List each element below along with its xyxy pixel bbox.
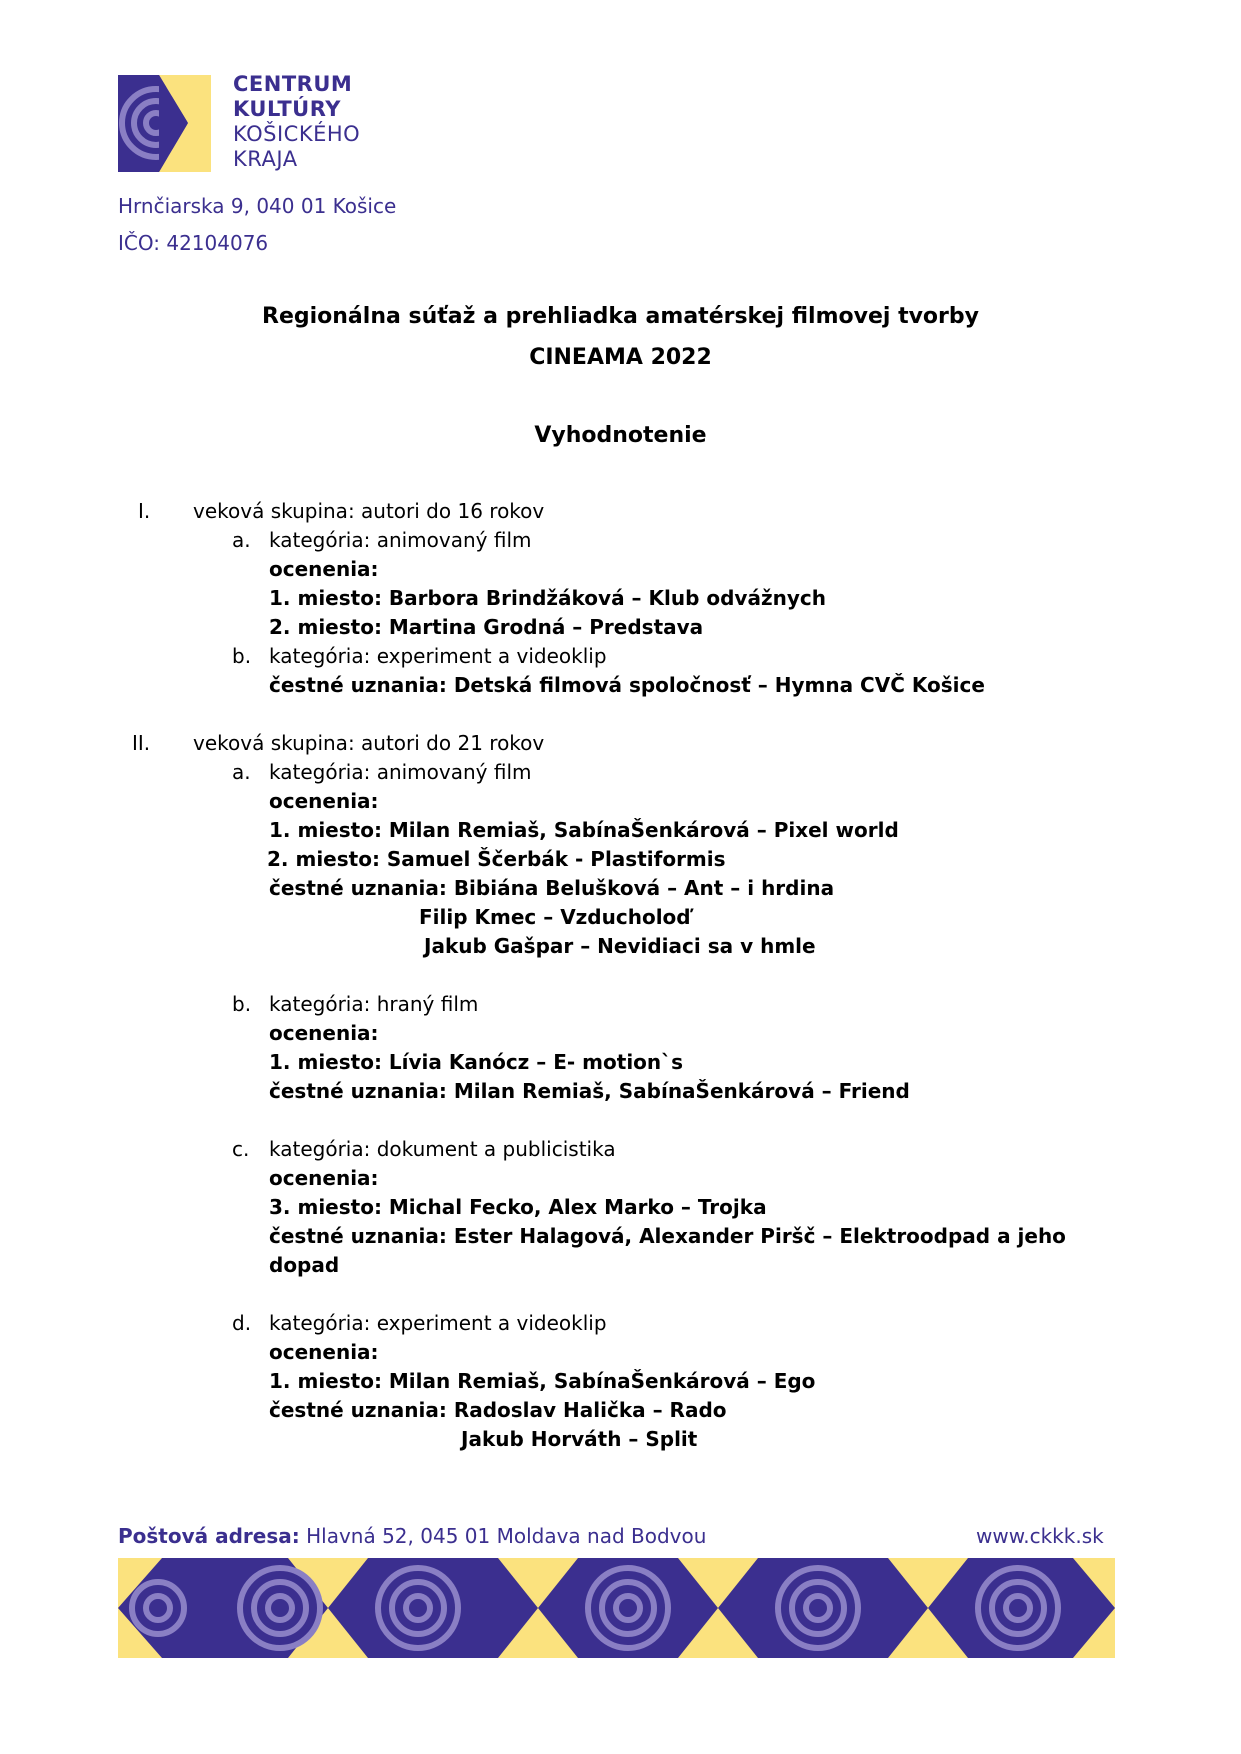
- result-line: 1. miesto: Milan Remiaš, SabínaŠenkárová – Ego: [269, 1369, 816, 1393]
- result-line: Filip Kmec – Vzducholoď: [419, 905, 691, 929]
- logo-line-1: CENTRUM: [233, 72, 353, 96]
- logo-text: [233, 72, 360, 172]
- result-line: ocenenia:: [269, 1021, 379, 1045]
- result-line: čestné uznania: Radoslav Halička – Rado: [269, 1398, 727, 1422]
- logo-line-2: KULTÚRY: [233, 97, 341, 121]
- result-line: Jakub Gašpar – Nevidiaci sa v hmle: [424, 934, 816, 958]
- result-line: čestné uznania: Bibiána Belušková – Ant – i hrdina: [269, 876, 835, 900]
- result-line: Jakub Horváth – Split: [461, 1427, 698, 1451]
- group-numeral: II.: [132, 731, 151, 755]
- result-line: ocenenia:: [269, 557, 379, 581]
- category-label: kategória: hraný film: [269, 992, 479, 1016]
- website-link[interactable]: www.ckkk.sk: [976, 1524, 1104, 1548]
- group-label: veková skupina: autori do 21 rokov: [193, 731, 545, 755]
- category-letter: a.: [232, 528, 251, 552]
- doc-title: Regionálna súťaž a prehliadka amatérskej filmovej tvorby: [262, 304, 979, 329]
- org-ico: IČO: 42104076: [118, 231, 269, 255]
- logo-line-3: KOŠICKÉHO: [233, 122, 361, 146]
- postal-address-value: Hlavná 52, 045 01 Moldava nad Bodvou: [299, 1524, 707, 1548]
- category-letter: b.: [232, 644, 252, 668]
- category-label: kategória: animovaný film: [269, 528, 532, 552]
- result-line: 1. miesto: Lívia Kanócz – E- motion`s: [269, 1050, 684, 1074]
- result-line: 2. miesto: Samuel Ščerbák - Plastiformis: [267, 847, 726, 871]
- logo-line-4: KRAJA: [233, 147, 298, 171]
- category-label: kategória: experiment a videoklip: [269, 1311, 607, 1335]
- category-letter: b.: [232, 992, 252, 1016]
- postal-address-label: Poštová adresa:: [118, 1524, 300, 1548]
- result-line: 1. miesto: Milan Remiaš, SabínaŠenkárová – Pixel world: [269, 818, 899, 842]
- result-line: ocenenia:: [269, 1166, 379, 1190]
- org-address: Hrnčiarska 9, 040 01 Košice: [118, 194, 397, 218]
- result-line: 2. miesto: Martina Grodná – Predstava: [269, 615, 704, 639]
- result-line: ocenenia:: [269, 1340, 379, 1364]
- result-line: čestné uznania: Detská filmová spoločnosť – Hymna CVČ Košice: [269, 673, 985, 697]
- logo-mark: [118, 75, 211, 172]
- category-label: kategória: dokument a publicistika: [269, 1137, 616, 1161]
- postal-address: [118, 1524, 706, 1548]
- group-numeral: I.: [138, 499, 151, 523]
- category-label: kategória: experiment a videoklip: [269, 644, 607, 668]
- result-line: čestné uznania: Ester Halagová, Alexander Piršč – Elektroodpad a jeho: [269, 1224, 1066, 1248]
- result-line: ocenenia:: [269, 789, 379, 813]
- decorative-band: [118, 1558, 1115, 1658]
- result-line: čestné uznania: Milan Remiaš, SabínaŠenkárová – Friend: [269, 1079, 910, 1103]
- doc-heading: Vyhodnotenie: [534, 423, 707, 448]
- doc-subtitle: CINEAMA 2022: [529, 345, 712, 370]
- category-letter: a.: [232, 760, 251, 784]
- category-label: kategória: animovaný film: [269, 760, 532, 784]
- group-label: veková skupina: autori do 16 rokov: [193, 499, 545, 523]
- result-line: 1. miesto: Barbora Brindžáková – Klub odvážnych: [269, 586, 826, 610]
- result-line: 3. miesto: Michal Fecko, Alex Marko – Trojka: [269, 1195, 767, 1219]
- result-line: dopad: [269, 1253, 340, 1277]
- category-letter: d.: [232, 1311, 252, 1335]
- category-letter: c.: [232, 1137, 250, 1161]
